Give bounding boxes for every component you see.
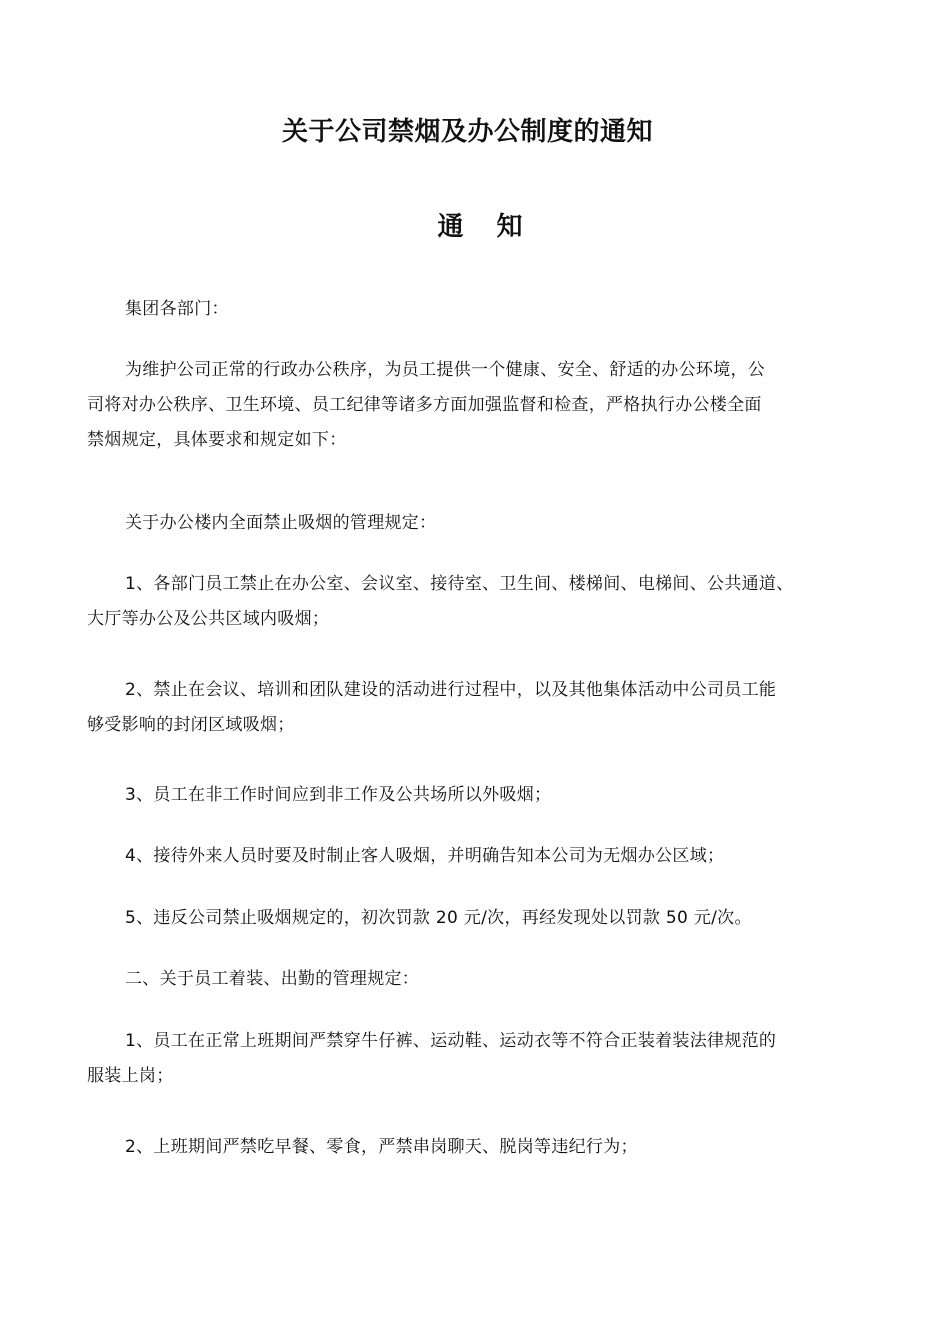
intro-line-1: 为维护公司正常的行政办公秩序，为员工提供一个健康、安全、舒适的办公环境，公 xyxy=(125,360,766,380)
section1-item-1-line-2: 大厅等办公及公共区域内吸烟； xyxy=(87,609,330,629)
section2-item-1-line-1: 1、员工在正常上班期间严禁穿牛仔裤、运动鞋、运动衣等不符合正装着装法律规范的 xyxy=(125,1031,777,1051)
intro-paragraph xyxy=(87,353,863,458)
section1-item-2-line-2: 够受影响的封闭区域吸烟； xyxy=(87,715,295,735)
section1-item-3 xyxy=(87,778,863,813)
section1-item-2 xyxy=(87,673,863,743)
section1-item-1 xyxy=(87,567,863,637)
salutation xyxy=(87,292,863,327)
section2-heading-text: 二、关于员工着装、出勤的管理规定： xyxy=(125,969,420,989)
intro-line-3: 禁烟规定，具体要求和规定如下： xyxy=(87,430,347,450)
section2-item-2 xyxy=(87,1130,863,1165)
section1-item-2-line-1: 2、禁止在会议、培训和团队建设的活动进行过程中，以及其他集体活动中公司员工能 xyxy=(125,680,777,700)
section1-item-4 xyxy=(87,839,863,874)
section1-item-3-text: 3、员工在非工作时间应到非工作及公共场所以外吸烟； xyxy=(125,785,552,805)
section2-item-1-line-2: 服装上岗； xyxy=(87,1066,174,1086)
section1-item-1-line-1: 1、各部门员工禁止在办公室、会议室、接待室、卫生间、楼梯间、电梯间、公共通道、 xyxy=(125,574,794,594)
section2-item-2-text: 2、上班期间严禁吃早餐、零食，严禁串岗聊天、脱岗等违纪行为； xyxy=(125,1137,638,1157)
salutation-text: 集团各部门： xyxy=(125,299,229,319)
section1-heading-text: 关于办公楼内全面禁止吸烟的管理规定： xyxy=(125,513,437,533)
section2-item-1 xyxy=(87,1024,863,1094)
section1-heading xyxy=(87,506,863,541)
section1-item-4-text: 4、接待外来人员时要及时制止客人吸烟，并明确告知本公司为无烟办公区域； xyxy=(125,846,725,866)
section1-item-5 xyxy=(87,901,863,936)
intro-line-2: 司将对办公秩序、卫生环境、员工纪律等诸多方面加强监督和检查，严格执行办公楼全面 xyxy=(87,395,762,415)
section2-heading xyxy=(87,962,863,997)
section1-item-5-text: 5、违反公司禁止吸烟规定的，初次罚款 20 元/次，再经发现处以罚款 50 元/次。 xyxy=(125,908,752,928)
document-title: 关于公司禁烟及办公制度的通知 xyxy=(281,117,653,147)
document-subtitle: 通 知 xyxy=(437,212,535,242)
